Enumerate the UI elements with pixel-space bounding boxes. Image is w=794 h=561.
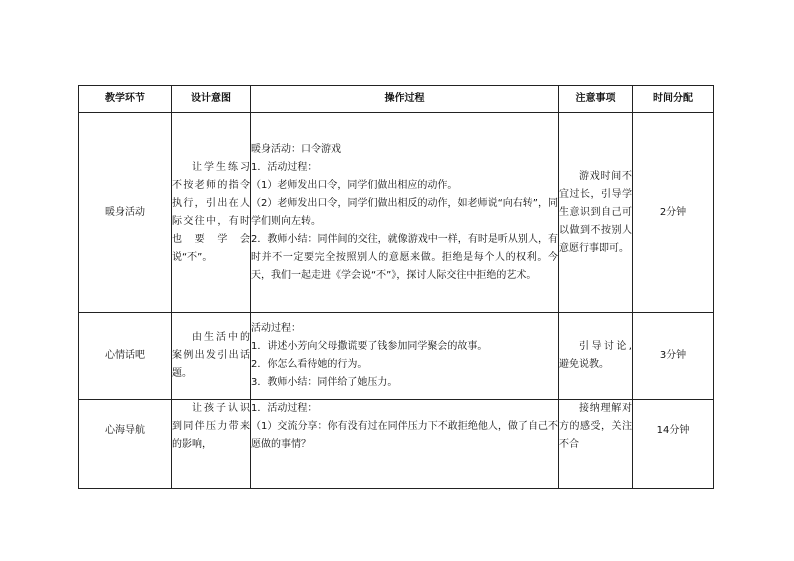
header-process: 操作过程 [251,86,559,113]
process-line: 暖身活动：口令游戏 [251,143,341,155]
process-line: 2．教师小结：同伴间的交往，就像游戏中一样，有时是听从别人，有时并不一定要完全按照别人的意愿来做。拒绝是每个人的权利。今天，我们一起走进《学会说“不”》，探讨人际交往中拒绝的艺术。 [251,233,558,281]
process-cell [251,313,559,400]
note-text: 接纳理解对方的感受，关注不合 [559,403,632,450]
note-cell: 引导讨论,避免说教。 [559,313,633,400]
process-cell [251,400,559,489]
header-stage: 教学环节 [79,86,172,113]
process-line: （1）交流分享：你有没有过在同伴压力下不敢拒绝他人，做了自己不愿做的事情？ [251,421,558,450]
process-line: 3．教师小结：同伴给了她压力。 [251,377,398,388]
time-cell: 2分钟 [633,113,714,313]
process-line: （2）老师发出口令，同学们做出相反的动作，如老师说“向右转”，同学们则向左转。 [251,197,558,227]
process-text [251,400,558,466]
process-line: 1．讲述小芳向父母撒谎要了钱参加同学聚会的故事。 [251,341,488,352]
process-line: 1．活动过程： [251,161,318,173]
process-line: 2．你怎么看待她的行为。 [251,359,368,370]
header-row [79,86,714,113]
note-cell: 游戏时间不宜过长，引导学生意识到自己可以做到不按别人意愿行事即可。 [559,113,633,313]
header-intent: 设计意图 [172,86,251,113]
intent-cell: 让学生练习不按老师的指令执行，引出在人际交往中，有时也要学会说“不”。 [172,113,251,313]
lesson-plan-table [78,85,714,489]
process-cell [251,113,559,313]
stage-cell: 心情话吧 [79,313,172,400]
header-note: 注意事项 [559,86,633,113]
time-cell: 14分钟 [633,400,714,489]
time-cell: 3分钟 [633,313,714,400]
header-time: 时间分配 [633,86,714,113]
table-row [79,113,714,313]
process-line: 活动过程： [251,323,301,334]
stage-cell: 心海导航 [79,400,172,489]
table-row [79,313,714,400]
intent-text: 让孩子认识到同伴压力带来的影响， [172,403,250,450]
stage-cell: 暖身活动 [79,113,172,313]
note-cell [559,400,633,489]
table-row [79,400,714,489]
process-line: （1）老师发出口令，同学们做出相应的动作。 [251,179,458,191]
intent-cell: 由生活中的案例出发引出话题。 [172,313,251,400]
intent-cell [172,400,251,489]
process-line: 1．活动过程： [251,403,318,414]
